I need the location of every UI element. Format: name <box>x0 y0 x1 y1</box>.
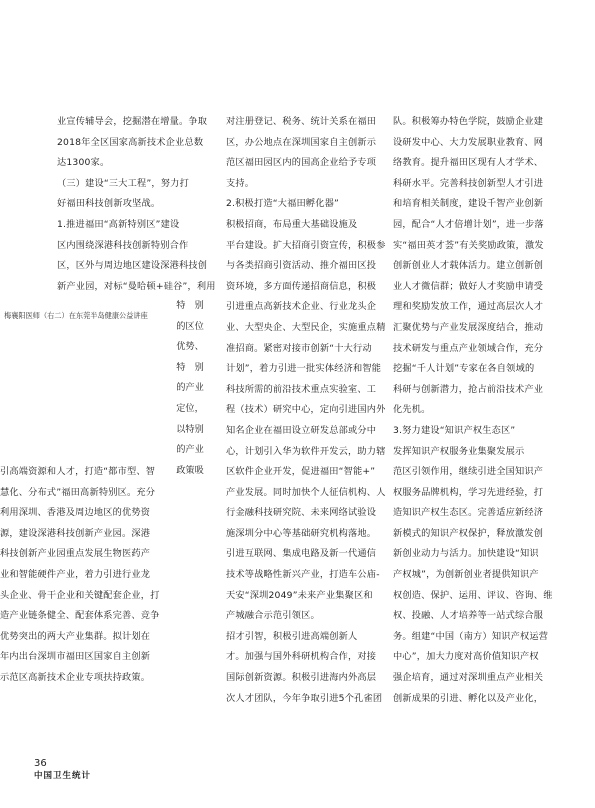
col2-line: 国际创新资源。积极引进海内外高层 <box>226 672 377 684</box>
col2-line: 心，计划引入华为软件开发云，助力辖 <box>226 445 386 457</box>
col2-line: 才。加强与国外科研机构合作，对接 <box>226 651 377 663</box>
narrow-line: 的区位 <box>176 320 204 332</box>
col1-line: 慧化、分布式”福田高新特别区。充分 <box>0 486 156 498</box>
col3-line: 范区引领作用，继续引进全国知识产 <box>393 466 544 478</box>
col3-line: 化先机。 <box>393 404 431 416</box>
col2-line: 施深圳分中心等基础研究机构落地。 <box>226 527 377 539</box>
col2-line: 行金融科技研究院、未来网络试验设 <box>226 507 377 519</box>
col2-line: 知名企业在福田设立研发总部或分中 <box>226 424 377 436</box>
col3-line: 科研水平。完善科技创新型人才引进 <box>393 177 544 189</box>
col2-line: 招才引智，积极引进高端创新人 <box>226 630 358 642</box>
col3-line: 产权城”，为创新创业者提供知识产 <box>393 569 539 581</box>
col2-line: 区软件企业开发，促进福田“智能+” <box>226 466 376 478</box>
col3-line: 务。组建“中国（南方）知识产权运营 <box>393 630 549 642</box>
col1-line: （三）建设“三大工程”，努力打 <box>57 177 189 189</box>
col3-line: 权创造、保护、运用、评议、咨询、维 <box>393 589 553 601</box>
col1-line: 优势突出的两大产业集群。拟计划在 <box>0 630 151 642</box>
col2-line: 产城融合示范引领区。 <box>226 610 320 622</box>
column-1-lower <box>0 462 160 689</box>
page-number: 36 <box>34 758 47 769</box>
col1-line: 示范区高新技术企业专项扶持政策。 <box>0 671 151 683</box>
col3-line: 权服务品牌机构，学习先进经验，打 <box>393 486 544 498</box>
col3-line: 新模式的知识产权保护，释放激发创 <box>393 527 544 539</box>
col2-line: 与各类招商引资活动、推介福田区投 <box>226 260 377 272</box>
column-1 <box>57 112 216 297</box>
narrow-line: 定位， <box>176 402 204 414</box>
col2-line: 2.积极打造“大福田孵化器” <box>226 198 339 210</box>
col3-line: 强企培育，通过对深圳重点产业相关 <box>393 672 544 684</box>
narrow-text-column <box>172 296 208 481</box>
col2-line: 天安“深圳2049”未来产业集聚区和 <box>226 589 373 601</box>
col1-line: 业宣传辅导会，挖掘潜在增量。争取 <box>57 116 208 127</box>
col3-line: 新创业动力与活力。加快建设“知识 <box>393 548 539 560</box>
col3-line: 业人才微信群；做好人才奖励申请受 <box>393 280 544 292</box>
col2-line: 次人才团队，今年争取引进5个孔雀团 <box>226 692 383 704</box>
narrow-line: 政策吸 <box>176 464 204 476</box>
col2-line: 支持。 <box>226 177 255 189</box>
col2-line: 积极招商，布局重大基础设施及 <box>226 218 358 230</box>
col1-line: 年内出台深圳市福田区国家自主创新 <box>0 651 151 663</box>
narrow-line: 优势、 <box>176 341 204 353</box>
magazine-logo: 中国卫生统计 <box>34 771 92 781</box>
col2-line: 产业发展。同时加快个人征信机构、人 <box>226 486 386 498</box>
col1-line: 科技创新产业园重点发展生物医药产 <box>0 548 151 560</box>
col2-line: 计划”，着力引进一批实体经济和智能 <box>226 363 382 375</box>
col3-line: 技术研发与重点产业领域合作，充分 <box>393 342 544 354</box>
col2-line: 科技所需的前沿技术重点实验室、工 <box>226 383 377 395</box>
col3-line: 园，配合“人才倍增计划”，进一步落 <box>393 218 544 230</box>
col1-line: 利用深圳、香港及周边地区的优势资 <box>0 507 151 519</box>
col1-line: 造产业链条健全、配套体系完善、竞争 <box>0 610 160 622</box>
col1-line: 1.推进福田“高新特别区”建设 <box>57 218 180 230</box>
col3-line: 发挥知识产权服务业集聚发展示 <box>393 445 525 457</box>
col3-line: 中心”，加大力度对高价值知识产权 <box>393 651 539 663</box>
col2-line: 资环境，多方面传递招商信息，积极 <box>226 280 377 292</box>
col2-line: 业、大型央企、大型民企，实施重点精 <box>226 321 386 333</box>
col3-line: 络教育。提升福田区现有人才学术、 <box>393 157 544 169</box>
col2-line: 技术等战略性新兴产业，打造车公庙- <box>226 569 380 581</box>
col1-line: 区，区外与周边地区建设深港科技创 <box>57 260 208 272</box>
col3-line: 汇聚优势与产业发展深度结合，推动 <box>393 321 544 333</box>
col1-line: 达1300家。 <box>57 157 110 169</box>
col2-line: 范区福田园区内的国高企业给予专项 <box>226 157 377 169</box>
col1-line: 好福田科技创新攻坚战。 <box>57 198 161 210</box>
col3-line: 实“福田英才荟”有关奖励政策，激发 <box>393 239 544 251</box>
col2-line: 对注册登记、税务、统计关系在福田 <box>226 116 377 127</box>
col1-line: 区内围绕深港科技创新特别合作 <box>57 239 189 251</box>
col1-line: 头企业、骨干企业和关键配套企业，打 <box>0 589 160 601</box>
col2-line: 引进互联网、集成电路及新一代通信 <box>226 548 377 560</box>
col1-line: 源，建设深港科技创新产业园。深港 <box>0 527 151 539</box>
col3-line: 科研与创新潜力，抢占前沿技术产业 <box>393 383 544 395</box>
col1-line: 引高端资源和人才，打造“都市型、智 <box>0 466 156 477</box>
col2-line: 区，办公地点在深圳国家自主创新示 <box>226 136 377 148</box>
narrow-line: 以特别 <box>176 423 204 435</box>
col2-line: 程（技术）研究中心，定向引进国内外 <box>226 404 386 416</box>
col3-line: 挖掘“千人计划”专家在各自领域的 <box>393 363 535 375</box>
col3-line: 权、投融、人才培养等一站式综合服 <box>393 610 544 622</box>
col3-line: 创新成果的引进、孵化以及产业化， <box>393 692 544 704</box>
col2-line: 准招商。紧密对接市创新“十大行动 <box>226 342 372 354</box>
narrow-line: 的产业 <box>176 444 204 456</box>
col3-line: 队。积极筹办特色学院，鼓励企业建 <box>393 116 544 127</box>
narrow-line: 特 别 <box>176 361 204 373</box>
col1-line: 新产业园，对标“曼哈顿+硅谷”，利用 <box>57 280 216 292</box>
col1-line: 业和智能硬件产业，着力引进行业龙 <box>0 568 151 580</box>
col3-line: 创新创业人才载体活力。建立创新创 <box>393 260 544 272</box>
narrow-line: 的产业 <box>176 382 204 394</box>
col3-line: 和培育相关制度，建设千智产业创新 <box>393 198 544 210</box>
col2-line: 引进重点高新技术企业、行业龙头企 <box>226 301 377 313</box>
col1-line: 2018年全区国家高新技术企业总数 <box>57 136 204 148</box>
col3-line: 理和奖励发放工作，通过高层次人才 <box>393 301 544 313</box>
col3-line: 造知识产权生态区。完善适应新经济 <box>393 507 544 519</box>
photo-caption: 梅襄阳医师（右二）在东莞半岛健康公益讲座 <box>4 311 148 320</box>
narrow-line: 特 别 <box>176 300 204 311</box>
col3-line: 3.努力建设“知识产权生态区” <box>393 424 516 436</box>
column-2 <box>226 112 386 709</box>
col3-line: 设研发中心、大力发展职业教育、网 <box>393 136 544 148</box>
column-3 <box>393 112 553 709</box>
col2-line: 平台建设。扩大招商引资宣传，积极参 <box>226 239 386 251</box>
